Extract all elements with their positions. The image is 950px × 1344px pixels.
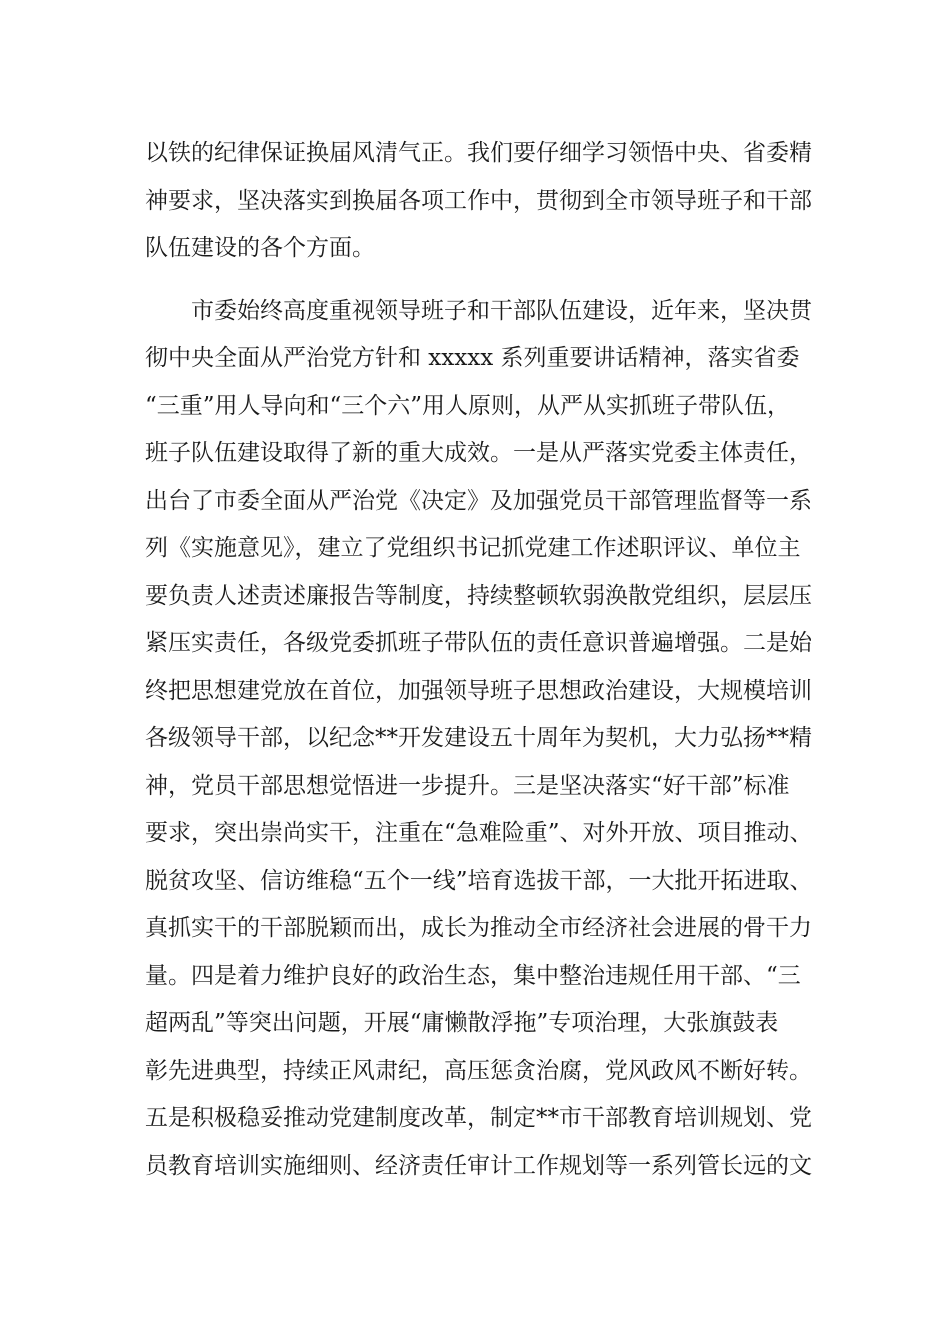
paragraph-2 [145,288,825,1286]
text-line: 五是积极稳妥推动党建制度改革，制定**市干部教育培训规划、党 [145,1105,812,1131]
paragraph-1 [145,130,825,273]
text-line: 队伍建设的各个方面。 [145,235,375,261]
text-line: 出台了市委全面从严治党《决定》及加强党员干部管理监督等一系 [145,487,812,514]
text-line: 市委始终高度重视领导班子和干部队伍建设，近年来，坚决贯 [191,297,812,324]
text-line: 要负责人述责述廉报告等制度，持续整顿软弱涣散党组织，层层压 [145,582,812,609]
text-line: 员教育培训实施细则、经济责任审计工作规划等一系列管长远的文 [145,1152,812,1179]
text-line: 班子队伍建设取得了新的重大成效。一是从严落实党委主体责任， [145,440,812,466]
text-line: 终把思想建党放在首位，加强领导班子思想政治建设，大规模培训 [145,677,812,704]
text-line: 彻中央全面从严治党方针和 xxxxx 系列重要讲话精神，落实省委 [145,345,800,371]
text-line: 量。四是着力维护良好的政治生态，集中整治违规任用干部、“三 [145,962,801,989]
text-line: 真抓实干的干部脱颖而出，成长为推动全市经济社会进展的骨干力 [145,915,812,941]
text-line [145,1190,825,1238]
paragraph-spacer [145,273,825,288]
text-line: 紧压实责任，各级党委抓班子带队伍的责任意识普遍增强。二是始 [145,630,812,656]
text-line: “三重”用人导向和“三个六”用人原则，从严从实抓班子带队伍， [145,392,791,419]
text-line: 神要求，坚决落实到换届各项工作中，贯彻到全市领导班子和干部 [145,187,812,214]
text-line: 超两乱”等突出问题，开展“庸懒散浮拖”专项治理，大张旗鼓表 [145,1010,779,1036]
text-line: 列《实施意见》，建立了党组织书记抓党建工作述职评议、单位主 [145,535,801,561]
text-line: 以铁的纪律保证换届风清气正。我们要仔细学习领悟中央、省委精 [145,140,812,166]
text-line [145,1238,825,1286]
text-line: 要求，突出崇尚实干，注重在“急难险重”、对外开放、项目推动、 [145,820,813,846]
text-line: 神，党员干部思想觉悟进一步提升。三是坚决落实“好干部”标准 [145,772,790,799]
text-line: 各级领导干部，以纪念**开发建设五十周年为契机，大力弘扬**精 [145,725,812,751]
document-body [145,130,825,1285]
text-line: 彰先进典型，持续正风肃纪，高压惩贪治腐，党风政风不断好转。 [145,1057,812,1084]
text-line: 脱贫攻坚、信访维稳“五个一线”培育选拔干部，一大批开拓进取、 [145,867,813,894]
